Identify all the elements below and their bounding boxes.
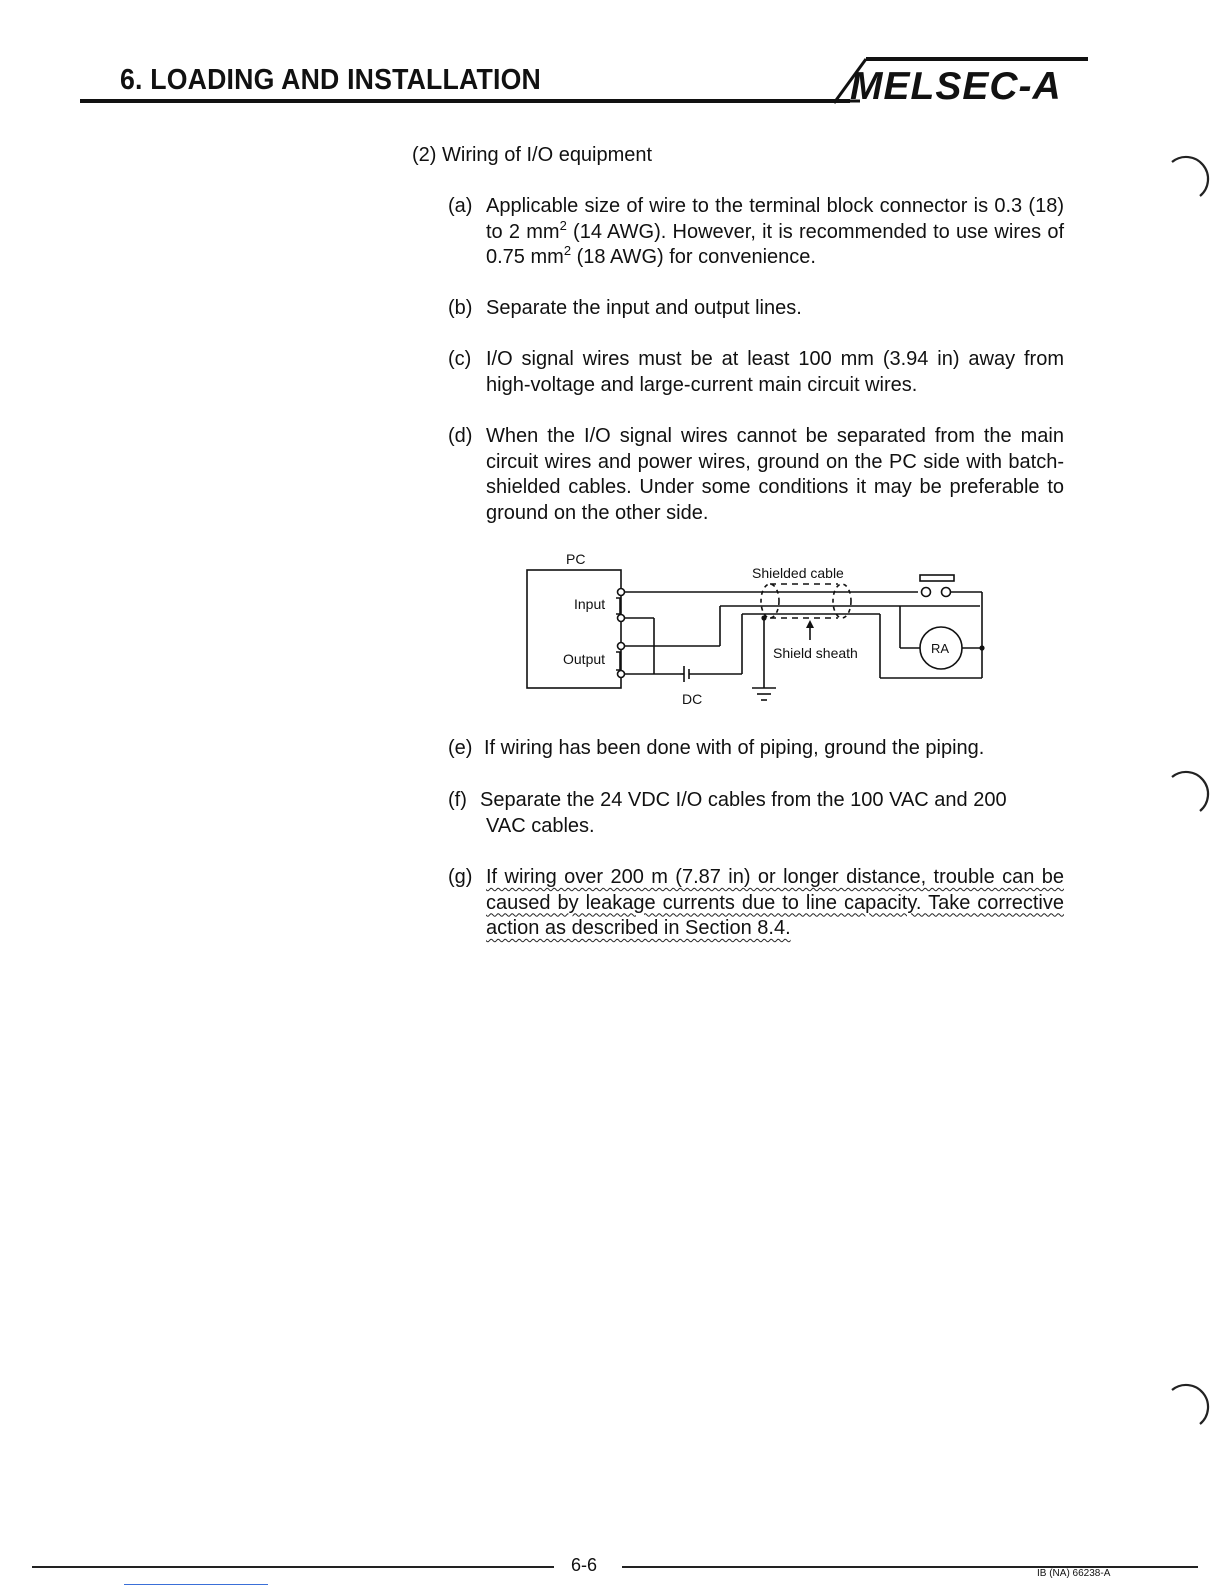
pc-box [527, 570, 621, 688]
section-heading: (2) Wiring of I/O equipment [412, 144, 653, 166]
brand-text: MELSEC-A [850, 65, 1062, 108]
input-label: Input [574, 596, 606, 612]
item-label: (f) [448, 789, 467, 811]
item-label: (g) [448, 866, 473, 888]
melsec-a-logo [820, 55, 1110, 115]
item-label: (d) [448, 425, 473, 447]
item-text: Separate the 24 VDC I/O cables from the 100 VAC and 200 VAC cables. [480, 789, 1007, 837]
document-code: IB (NA) 66238-A [1037, 1568, 1111, 1579]
pc-label: PC [566, 551, 586, 567]
shielded-cable-label: Shielded cable [752, 565, 844, 581]
chapter-title: 6. LOADING AND INSTALLATION [120, 64, 541, 96]
binder-hole-icon [1160, 765, 1210, 825]
dc-label: DC [682, 691, 703, 707]
item-label: (e) [448, 737, 473, 759]
binder-hole-icon [1160, 150, 1210, 210]
ra-label: RA [931, 641, 950, 656]
shield-sheath-label: Shield sheath [773, 645, 858, 661]
item-text-revision-marked: If wiring over 200 m (7.87 in) or longer distance, trouble can be caused by leakage currents due to line capacity. Take corrective action as described in Section 8.4. [486, 866, 1064, 939]
item-text: I/O signal wires must be at least 100 mm (3.94 in) away from high-voltage and large-current main circuit wires. [486, 348, 1064, 396]
binder-hole-icon [1160, 1378, 1210, 1438]
item-text: Separate the input and output lines. [486, 297, 802, 319]
footer-rule-left [32, 1566, 554, 1568]
item-text: Applicable size of wire to the terminal block connector is 0.3 (18) to 2 $mm^2$ (14 AWG). However, it is recommended to use wires of 0.75 $mm^2$ (18 AWG) for convenience. [486, 195, 1064, 268]
page-number: 6-6 [571, 1555, 598, 1575]
wiring-diagram [520, 548, 1000, 718]
item-label: (a) [448, 195, 473, 217]
header-rule [80, 99, 850, 103]
item-label: (c) [448, 348, 472, 370]
item-label: (b) [448, 297, 473, 319]
footer-rule-right [622, 1566, 1198, 1568]
item-text: If wiring has been done with of piping, ground the piping. [484, 737, 985, 759]
item-text: When the I/O signal wires cannot be separated from the main circuit wires and power wires, ground on the PC side with batch-shielded cables. Under some conditions it may be preferable to ground on the other side. [486, 425, 1064, 524]
output-label: Output [563, 651, 606, 667]
